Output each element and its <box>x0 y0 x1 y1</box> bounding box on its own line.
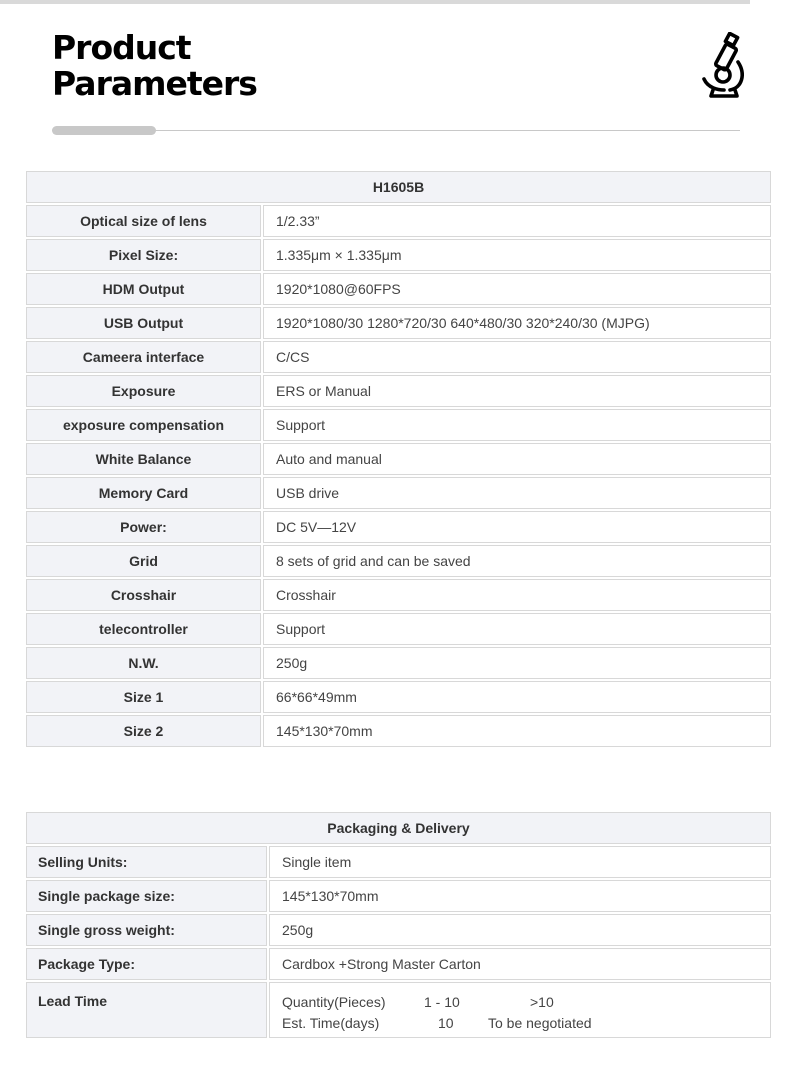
row-label: Selling Units: <box>26 846 267 878</box>
row-value: 66*66*49mm <box>263 681 771 713</box>
packaging-table <box>24 810 773 1040</box>
row-value: Crosshair <box>263 579 771 611</box>
row-label: Size 2 <box>26 715 261 747</box>
row-value: ERS or Manual <box>263 375 771 407</box>
page-title-line-1: Product <box>52 28 191 67</box>
row-value: 145*130*70mm <box>269 880 771 912</box>
table-row <box>26 307 771 339</box>
row-value: 8 sets of grid and can be saved <box>263 545 771 577</box>
time-value-2: To be negotiated <box>488 1015 592 1031</box>
page-title <box>52 30 257 102</box>
row-label: telecontroller <box>26 613 261 645</box>
table-row <box>26 948 771 980</box>
row-label: Optical size of lens <box>26 205 261 237</box>
table-row <box>26 880 771 912</box>
row-label: N.W. <box>26 647 261 679</box>
quantity-range-1: 1 - 10 <box>424 994 460 1010</box>
quantity-range-2: >10 <box>530 994 554 1010</box>
row-label: Cameera interface <box>26 341 261 373</box>
row-value: 145*130*70mm <box>263 715 771 747</box>
row-value: 1/2.33” <box>263 205 771 237</box>
row-value: USB drive <box>263 477 771 509</box>
row-value: DC 5V—12V <box>263 511 771 543</box>
page-title-line-2: Parameters <box>52 64 257 103</box>
row-label: Pixel Size: <box>26 239 261 271</box>
quantity-label: Quantity(Pieces) <box>282 994 386 1010</box>
row-value: 1.335μm × 1.335μm <box>263 239 771 271</box>
spec-table-heading: H1605B <box>26 171 771 203</box>
table-row <box>26 982 771 1038</box>
top-border <box>0 0 750 4</box>
table-row <box>26 715 771 747</box>
row-label: Grid <box>26 545 261 577</box>
table-row <box>26 613 771 645</box>
lead-time-quantity-row <box>282 992 770 1013</box>
table-row <box>26 205 771 237</box>
table-row <box>26 239 771 271</box>
table-row <box>26 545 771 577</box>
row-label: Size 1 <box>26 681 261 713</box>
row-value: Support <box>263 409 771 441</box>
table-row <box>26 681 771 713</box>
table-row <box>26 511 771 543</box>
row-label: White Balance <box>26 443 261 475</box>
packaging-table-heading: Packaging & Delivery <box>26 812 771 844</box>
row-value: 250g <box>269 914 771 946</box>
row-label: Single package size: <box>26 880 267 912</box>
table-row <box>26 914 771 946</box>
row-label: Exposure <box>26 375 261 407</box>
table-row <box>26 273 771 305</box>
table-row <box>26 647 771 679</box>
row-label: Power: <box>26 511 261 543</box>
time-label: Est. Time(days) <box>282 1015 380 1031</box>
row-label: Memory Card <box>26 477 261 509</box>
row-value: Single item <box>269 846 771 878</box>
lead-time-label: Lead Time <box>26 982 267 1038</box>
row-value: Auto and manual <box>263 443 771 475</box>
row-value: Support <box>263 613 771 645</box>
table-row <box>26 846 771 878</box>
row-value: 250g <box>263 647 771 679</box>
table-row <box>26 443 771 475</box>
table-row <box>26 579 771 611</box>
row-value: Cardbox +Strong Master Carton <box>269 948 771 980</box>
row-label: HDM Output <box>26 273 261 305</box>
row-label: Package Type: <box>26 948 267 980</box>
row-label: Single gross weight: <box>26 914 267 946</box>
spec-table <box>24 169 773 749</box>
row-value: 1920*1080@60FPS <box>263 273 771 305</box>
section-divider-accent <box>52 126 156 135</box>
row-value: C/CS <box>263 341 771 373</box>
row-label: Crosshair <box>26 579 261 611</box>
table-row <box>26 477 771 509</box>
table-row <box>26 375 771 407</box>
row-label: USB Output <box>26 307 261 339</box>
lead-time-days-row <box>282 1013 770 1034</box>
table-row <box>26 409 771 441</box>
row-value: 1920*1080/30 1280*720/30 640*480/30 320*240/30 (MJPG) <box>263 307 771 339</box>
table-row <box>26 341 771 373</box>
lead-time-value <box>269 982 771 1038</box>
row-label: exposure compensation <box>26 409 261 441</box>
microscope-icon <box>700 32 746 98</box>
time-value-1: 10 <box>438 1015 454 1031</box>
